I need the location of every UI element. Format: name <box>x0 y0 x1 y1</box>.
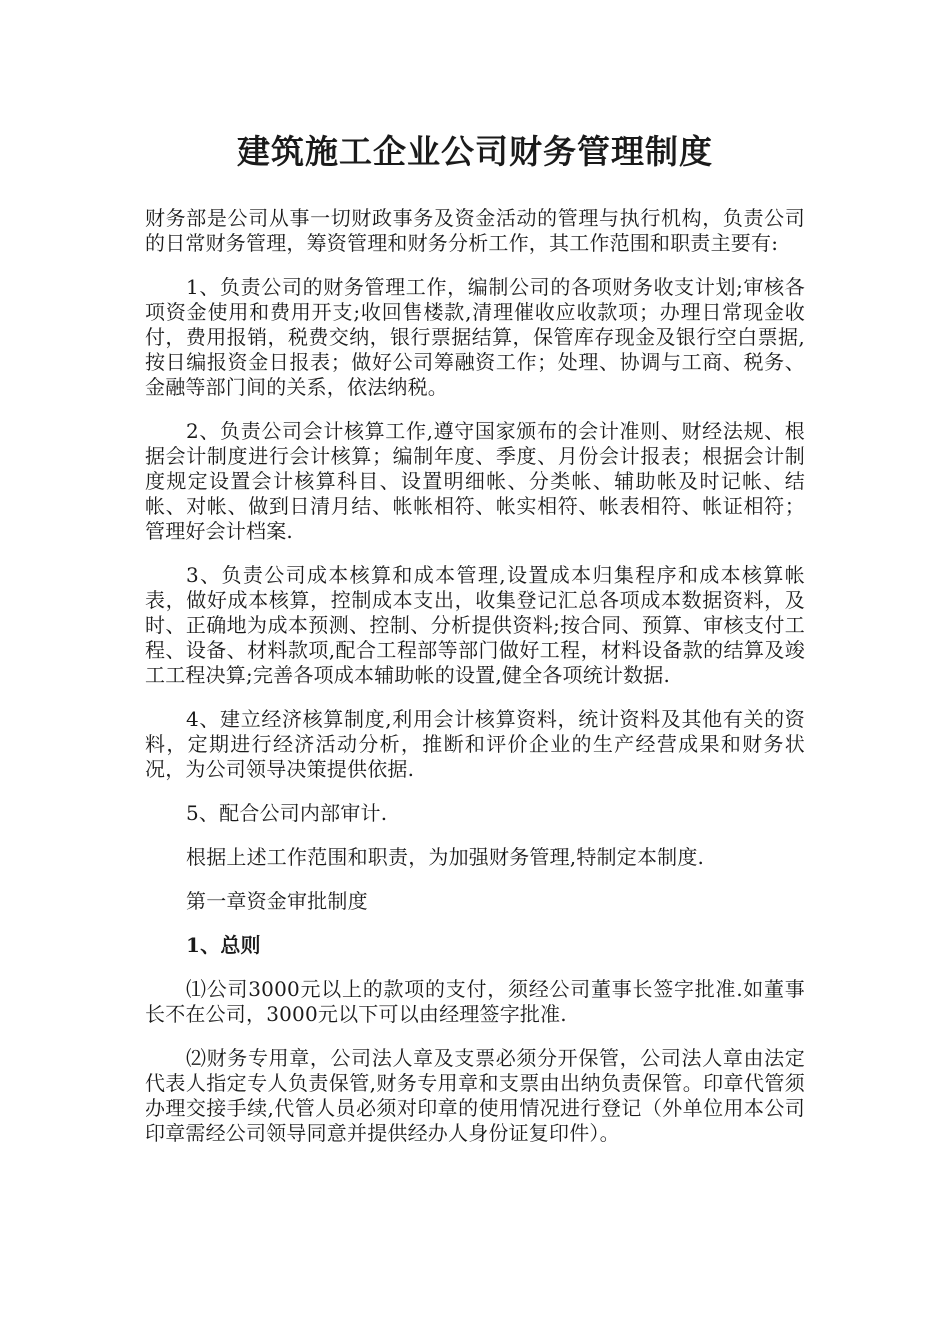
rule-paragraph-1: ⑴公司3000元以上的款项的支付，须经公司董事长签字批准.如董事长不在公司，3000元以下可以由经理签字批准. <box>145 977 805 1026</box>
document-title: 建筑施工企业公司财务管理制度 <box>237 132 713 171</box>
duty-paragraph-5: 5、配合公司内部审计. <box>186 801 388 825</box>
duty-paragraph-3: 3、负责公司成本核算和成本管理,设置成本归集程序和成本核算帐表，做好成本核算，控制成本支出，收集登记汇总各项成本数据资料，及时、正确地为成本预测、控制、分析提供资料;按合同、预算、审核支付工程、设备、材料款项,配合工程部等部门做好工程，材料设备款的结算及竣工工程决算;完善各项成本辅助帐的设置,健全各项统计数据. <box>145 563 805 687</box>
section-heading: 1、总则 <box>186 933 261 957</box>
document-page <box>145 130 805 1165</box>
duty-paragraph-2: 2、负责公司会计核算工作,遵守国家颁布的会计准则、财经法规、根据会计制度进行会计核算；编制年度、季度、月份会计报表；根据会计制度规定设置会计核算科目、设置明细帐、分类帐、辅助帐及时记帐、结帐、对帐、做到日清月结、帐帐相符、帐实相符、帐表相符、帐证相符；管理好会计档案. <box>145 419 805 543</box>
intro-paragraph: 财务部是公司从事一切财政事务及资金活动的管理与执行机构，负责公司的日常财务管理，筹资管理和财务分析工作，其工作范围和职责主要有: <box>145 206 805 255</box>
rule-paragraph-2: ⑵财务专用章，公司法人章及支票必须分开保管，公司法人章由法定代表人指定专人负责保管,财务专用章和支票由出纳负责保管。印章代管须办理交接手续,代管人员必须对印章的使用情况进行登记（外单位用本公司印章需经公司领导同意并提供经办人身份证复印件）。 <box>145 1046 805 1145</box>
chapter-heading: 第一章资金审批制度 <box>186 889 368 913</box>
duty-paragraph-1: 1、负责公司的财务管理工作，编制公司的各项财务收支计划;审核各项资金使用和费用开支;收回售楼款,清理催收应收款项；办理日常现金收付，费用报销，税费交纳，银行票据结算，保管库存现金及银行空白票据,按日编报资金日报表；做好公司筹融资工作；处理、协调与工商、税务、金融等部门间的关系，依法纳税。 <box>145 275 805 399</box>
purpose-paragraph: 根据上述工作范围和职责，为加强财务管理,特制定本制度. <box>186 845 705 869</box>
duty-paragraph-4: 4、建立经济核算制度,利用会计核算资料，统计资料及其他有关的资料，定期进行经济活动分析，推断和评价企业的生产经营成果和财务状况，为公司领导决策提供依据. <box>145 707 805 781</box>
